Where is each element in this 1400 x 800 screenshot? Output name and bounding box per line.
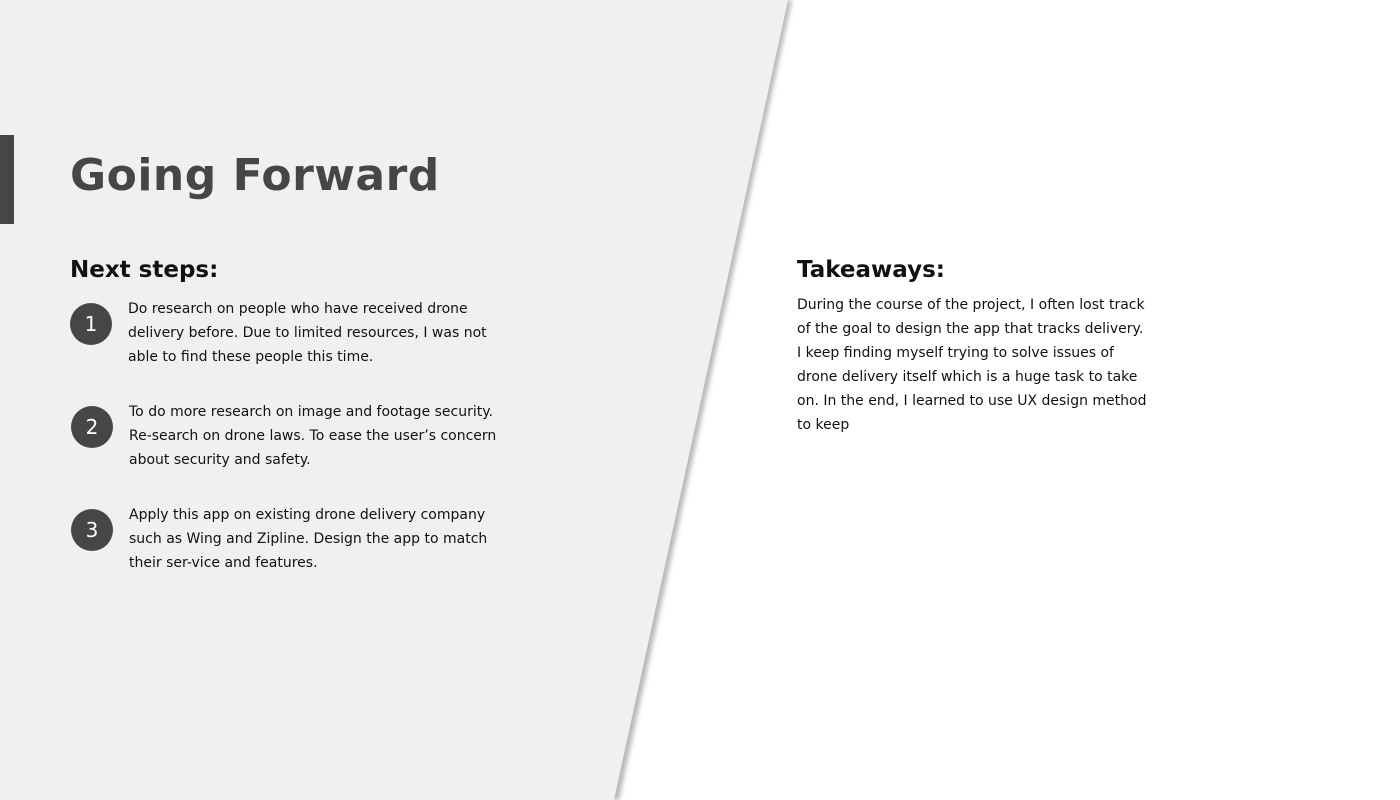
takeaways-heading: Takeaways: (797, 257, 945, 283)
step-text: To do more research on image and footage security. Re-search on drone laws. To ease the user’s concern about security and safety. (129, 404, 497, 468)
takeaways-text: During the course of the project, I often lost track of the goal to design the app that tracks delivery. I keep finding myself trying to solve issues of drone delivery itself which is a huge task to take on. In the end, I learned to use UX design method to keep (797, 297, 1147, 433)
step-text: Do research on people who have received drone delivery before. Due to limited resources, I was not able to find these people this time. (128, 301, 487, 365)
step-number-badge: 3 (71, 509, 113, 551)
step-number-badge: 2 (71, 406, 113, 448)
next-steps-heading: Next steps: (70, 257, 219, 283)
step-text: Apply this app on existing drone delivery company such as Wing and Zipline. Design the app to match their ser-vice and features. (129, 507, 488, 571)
title-accent-bar (0, 135, 14, 224)
step-number-badge: 1 (70, 303, 112, 345)
page-title: Going Forward (70, 150, 440, 201)
